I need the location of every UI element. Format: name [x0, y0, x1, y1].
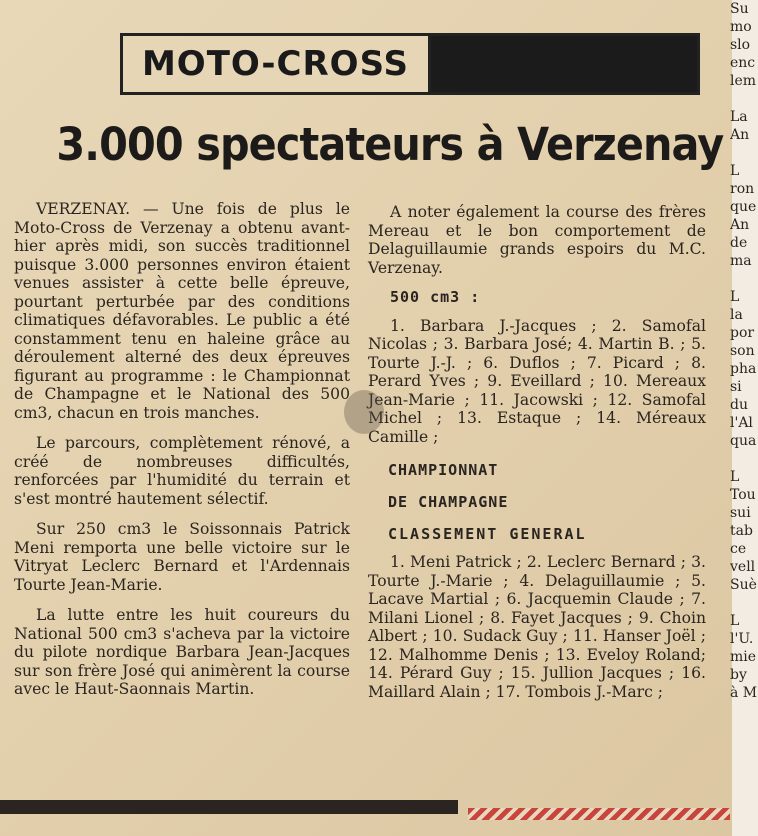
- side-fragment: pha: [730, 361, 757, 377]
- side-fragment: la: [730, 307, 743, 323]
- side-fragment: enc: [730, 55, 756, 71]
- side-fragment: [730, 90, 758, 108]
- paragraph: A noter également la course des frères Mereau et le bon comportement de Delaguillaumie grands espoirs du M.C. Verzenay.: [368, 203, 706, 277]
- side-fragment: de: [730, 235, 748, 251]
- side-fragment: l'Al: [730, 415, 753, 431]
- side-fragment: qua: [730, 433, 757, 449]
- side-fragment: L: [730, 469, 740, 485]
- section-label: MOTO-CROSS: [123, 36, 431, 92]
- adjacent-column-fragment: [730, 0, 758, 836]
- article-column-right: [368, 203, 706, 712]
- side-fragment: Su: [730, 1, 749, 17]
- side-fragment: L: [730, 163, 740, 179]
- side-fragment: ron: [730, 181, 755, 197]
- side-fragment: slo: [730, 37, 751, 53]
- side-fragment: à M: [730, 685, 758, 701]
- side-fragment: lem: [730, 73, 757, 89]
- championship-heading-1: CHAMPIONNAT: [388, 461, 499, 479]
- side-fragment: son: [730, 343, 755, 359]
- side-fragment: sui: [730, 505, 751, 521]
- side-fragment: l'U.: [730, 631, 754, 647]
- side-fragment: L: [730, 613, 740, 629]
- side-fragment: vell: [730, 559, 756, 575]
- side-fragment: An: [730, 127, 750, 143]
- paragraph: Le parcours, complètement rénové, a créé de nombreuses difficultés, renforcées par l'humidité du terrain et s'est montré hautement sélectif.: [14, 434, 350, 508]
- side-fragment: ma: [730, 253, 752, 269]
- championship-heading-2: DE CHAMPAGNE: [388, 493, 509, 511]
- side-fragment: [730, 144, 758, 162]
- paragraph: Sur 250 cm3 le Soissonnais Patrick Meni remporta une belle victoire sur le Vitryat Leclerc Bernard et l'Ardennais Tourte Jean-Marie.: [14, 520, 350, 594]
- side-fragment: mie: [730, 649, 757, 665]
- category-heading: 500 cm3 :: [390, 288, 481, 306]
- red-stripe-border: [468, 808, 730, 820]
- side-fragment: Tou: [730, 487, 756, 503]
- side-fragment: La: [730, 109, 748, 125]
- side-fragment: que: [730, 199, 757, 215]
- side-fragment: by: [730, 667, 747, 683]
- side-fragment: [730, 270, 758, 288]
- side-fragment: ce: [730, 541, 747, 557]
- side-fragment: por: [730, 325, 755, 341]
- paragraph: La lutte entre les huit coureurs du National 500 cm3 s'acheva par la victoire du pilote nordique Barbara Jean-Jacques sur son frère José qui animèrent la course avec le Haut-Saonnais Martin.: [14, 606, 350, 698]
- classement-heading: CLASSEMENT GENERAL: [388, 525, 587, 543]
- ink-stamp: [344, 390, 384, 434]
- side-fragment: [730, 594, 758, 612]
- bottom-rule: [0, 800, 458, 814]
- article-column-left: [14, 200, 350, 711]
- section-banner: [120, 33, 700, 95]
- side-fragment: mo: [730, 19, 752, 35]
- paragraph: VERZENAY. — Une fois de plus le Moto-Cross de Verzenay a obtenu avant-hier après midi, son succès traditionnel puisque 3.000 personnes environ étaient venues assister à cette belle épreuve, pourtant perturbée par des conditions climatiques défavorables. Le public a été constamment tenu en haleine grâce au déroulement alterné des deux épreuves figurant au programme : le Championnat de Champagne et le National des 500 cm3, chacun en trois manches.: [14, 200, 350, 422]
- side-fragment: Suè: [730, 577, 757, 593]
- results-championship: 1. Meni Patrick ; 2. Leclerc Bernard ; 3. Tourte J.-Marie ; 4. Delaguillaumie ; 5. Lacave Martial ; 6. Jacquemin Claude ; 7. Milani Lionel ; 8. Fayet Jacques ; 9. Choin Albert ; 10. Sudack Guy ; 11. Hanser Joël ; 12. Malhomme Denis ; 13. Eveloy Roland; 14. Pérard Guy ; 15. Jullion Jacques ; 16. Maillard Alain ; 17. Tombois J.-Marc ;: [368, 553, 706, 701]
- article-headline: 3.000 spectateurs à Verzenay: [56, 118, 724, 171]
- side-fragment: si: [730, 379, 742, 395]
- side-fragment: [730, 450, 758, 468]
- side-fragment: An: [730, 217, 750, 233]
- results-500: 1. Barbara J.-Jacques ; 2. Samofal Nicolas ; 3. Barbara José; 4. Martin B. ; 5. Tourte J.-J. ; 6. Duflos ; 7. Picard ; 8. Perard Yves ; 9. Eveillard ; 10. Mereaux Jean-Marie ; 11. Jacowski ; 12. Samofal Michel ; 13. Estaque ; 14. Méreaux Camille ;: [368, 316, 706, 446]
- side-fragment: L: [730, 289, 740, 305]
- side-fragment: du: [730, 397, 748, 413]
- side-fragment: tab: [730, 523, 753, 539]
